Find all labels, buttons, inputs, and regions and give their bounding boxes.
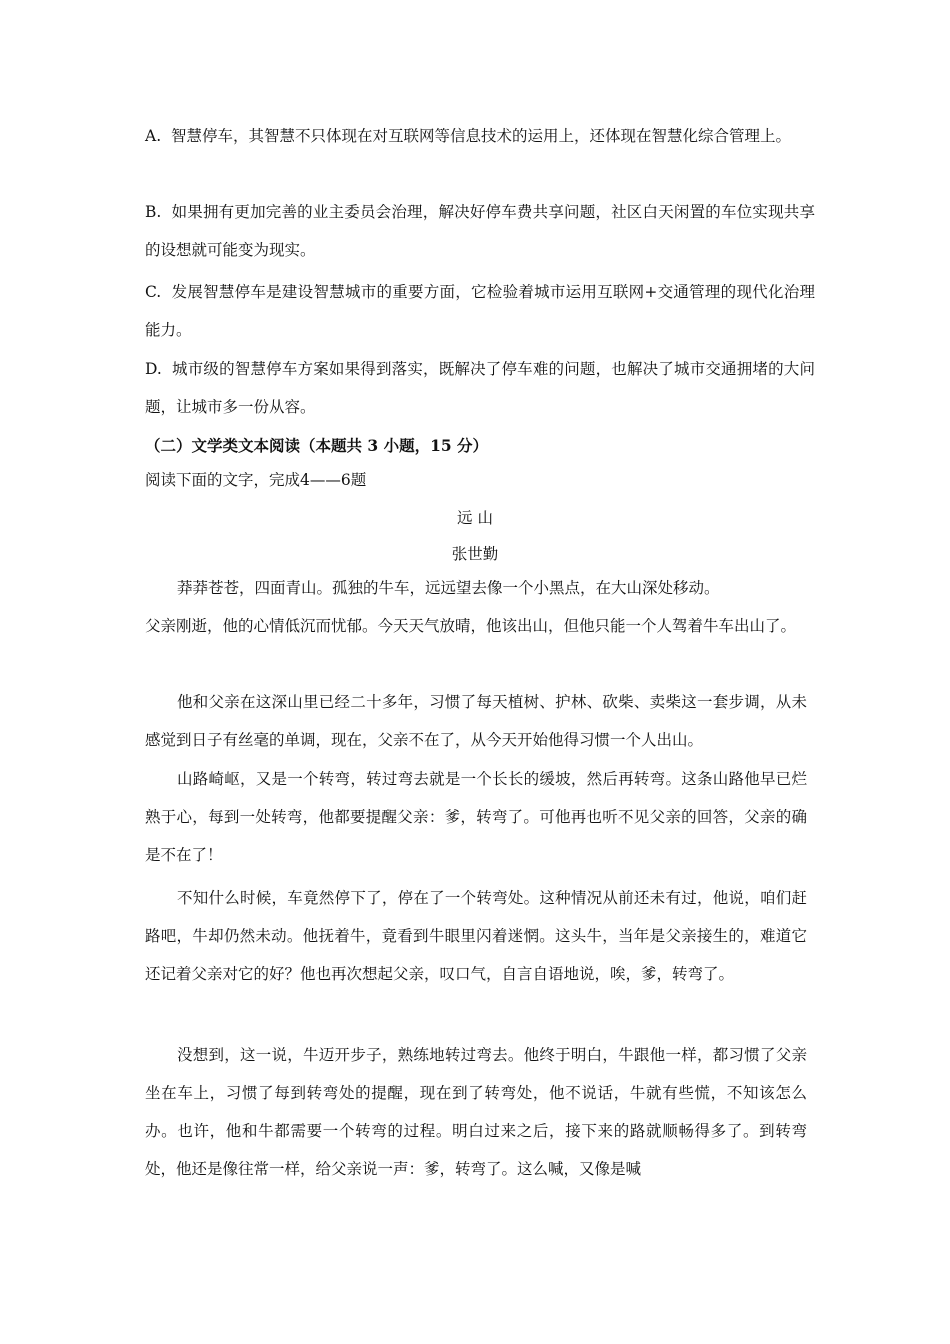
option-label: C.	[145, 283, 162, 301]
article-paragraph: 不知什么时候，车竟然停下了，停在了一个转弯处。这种情况从前还未有过，他说，咱们赶路吧，牛却仍然未动。他抚着牛，竟看到牛眼里闪着迷惘。这头牛，当年是父亲接生的，难道它还记着父亲对它的好？他也再次想起父亲，叹口气，自言自语地说，唉，爹，转弯了。	[145, 889, 807, 983]
option-label: B.	[145, 203, 162, 221]
option-label: D.	[145, 360, 162, 378]
option-text: 城市级的智慧停车方案如果得到落实，既解决了停车难的问题，也解决了城市交通拥堵的大问题，让城市多一份从容。	[145, 360, 815, 416]
option-c	[145, 273, 815, 349]
option-text: 如果拥有更加完善的业主委员会治理，解决好停车费共享问题，社区白天闲置的车位实现共享的设想就可能变为现实。	[145, 203, 815, 259]
article-title: 远 山	[457, 509, 493, 527]
option-d	[145, 350, 815, 426]
option-text: 发展智慧停车是建设智慧城市的重要方面，它检验着城市运用互联网+交通管理的现代化治理能力。	[145, 283, 815, 339]
section-heading: （二）文学类文本阅读（本题共 3 小题，15 分）	[145, 436, 489, 455]
article-paragraph: 没想到，这一说，牛迈开步子，熟练地转过弯去。他终于明白，牛跟他一样，都习惯了父亲坐在车上，习惯了每到转弯处的提醒，现在到了转弯处，他不说话，牛就有些慌，不知该怎么办。也许，他和牛都需要一个转弯的过程。明白过来之后，接下来的路就顺畅得多了。到转弯处，他还是像往常一样，给父亲说一声：爹，转弯了。这么喊，又像是喊	[145, 1046, 807, 1178]
option-label: A.	[145, 127, 162, 145]
article-author: 张世勤	[451, 545, 499, 563]
option-a	[145, 117, 815, 155]
article-paragraph: 父亲刚逝，他的心情低沉而忧郁。今天天气放晴，他该出山，但他只能一个人驾着牛车出山了。	[145, 617, 797, 635]
article-paragraph: 他和父亲在这深山里已经二十多年，习惯了每天植树、护林、砍柴、卖柴这一套步调，从未感觉到日子有丝毫的单调，现在，父亲不在了，从今天开始他得习惯一个人出山。	[145, 693, 807, 749]
article-paragraph: 莽莽苍苍，四面青山。孤独的牛车，远远望去像一个小黑点，在大山深处移动。	[177, 579, 720, 597]
option-b	[145, 193, 815, 269]
reading-instruction: 阅读下面的文字，完成4——6题	[145, 471, 367, 489]
option-text: 智慧停车，其智慧不只体现在对互联网等信息技术的运用上，还体现在智慧化综合管理上。	[170, 127, 791, 145]
article-paragraph: 山路崎岖，又是一个转弯，转过弯去就是一个长长的缓坡，然后再转弯。这条山路他早已烂熟于心，每到一处转弯，他都要提醒父亲：爹，转弯了。可他再也听不见父亲的回答，父亲的确是不在了！	[145, 770, 807, 864]
